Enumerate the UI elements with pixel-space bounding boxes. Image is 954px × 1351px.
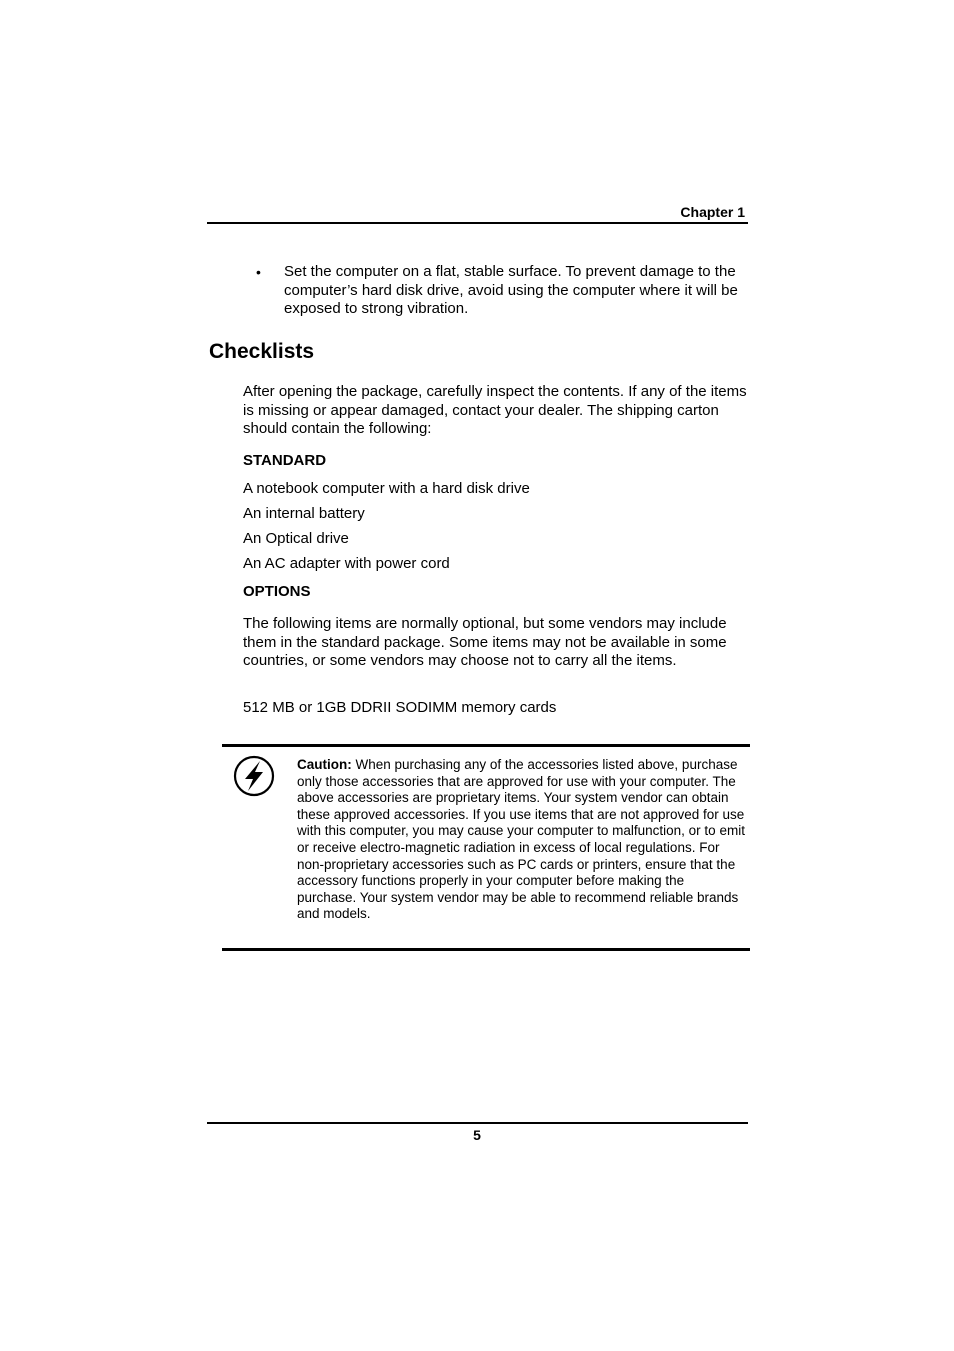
standard-item: An internal battery <box>243 505 365 522</box>
standard-heading: STANDARD <box>243 452 327 469</box>
header-rule <box>207 222 748 224</box>
section-title: Checklists <box>209 340 315 363</box>
standard-item: An AC adapter with power cord <box>243 555 450 572</box>
options-heading: OPTIONS <box>243 583 311 600</box>
page-number: 5 <box>473 1127 481 1143</box>
bullet-icon: • <box>256 264 261 280</box>
caution-lightning-icon <box>233 755 275 797</box>
caution-bottom-rule <box>222 948 750 951</box>
footer-rule <box>207 1122 748 1124</box>
intro-paragraph: After opening the package, carefully inspect the contents. If any of the items is missing or appear damaged, contact your dealer. The shipping carton should contain the following: <box>243 383 747 438</box>
caution-text <box>297 757 745 923</box>
caution-label: Caution: <box>297 757 352 772</box>
bullet-text: Set the computer on a flat, stable surface. To prevent damage to the computer’s hard disk drive, avoid using the computer where it will be exposed to strong vibration. <box>284 263 738 318</box>
caution-body: When purchasing any of the accessories listed above, purchase only those accessories that are approved for use with your computer. The above accessories are proprietary items. Your system vendor can obtain these approved accessories. If you use items that are not approved for use with this computer, you may cause your computer to malfunction, or to emit or receive electro-magnetic radiation in excess of local regulations. For non-proprietary accessories such as PC cards or printers, ensure that the accessory functions properly in your computer before making the purchase. Your system vendor may be able to recommend reliable brands and models. <box>297 757 745 922</box>
options-item: 512 MB or 1GB DDRII SODIMM memory cards <box>243 699 557 716</box>
options-paragraph: The following items are normally optional, but some vendors may include them in the standard package. Some items may not be available in some countries, or some vendors may choose not to carry all the items. <box>243 615 727 670</box>
standard-item: An Optical drive <box>243 530 349 547</box>
caution-top-rule <box>222 744 750 747</box>
standard-item: A notebook computer with a hard disk drive <box>243 480 530 497</box>
chapter-label: Chapter 1 <box>680 204 745 220</box>
